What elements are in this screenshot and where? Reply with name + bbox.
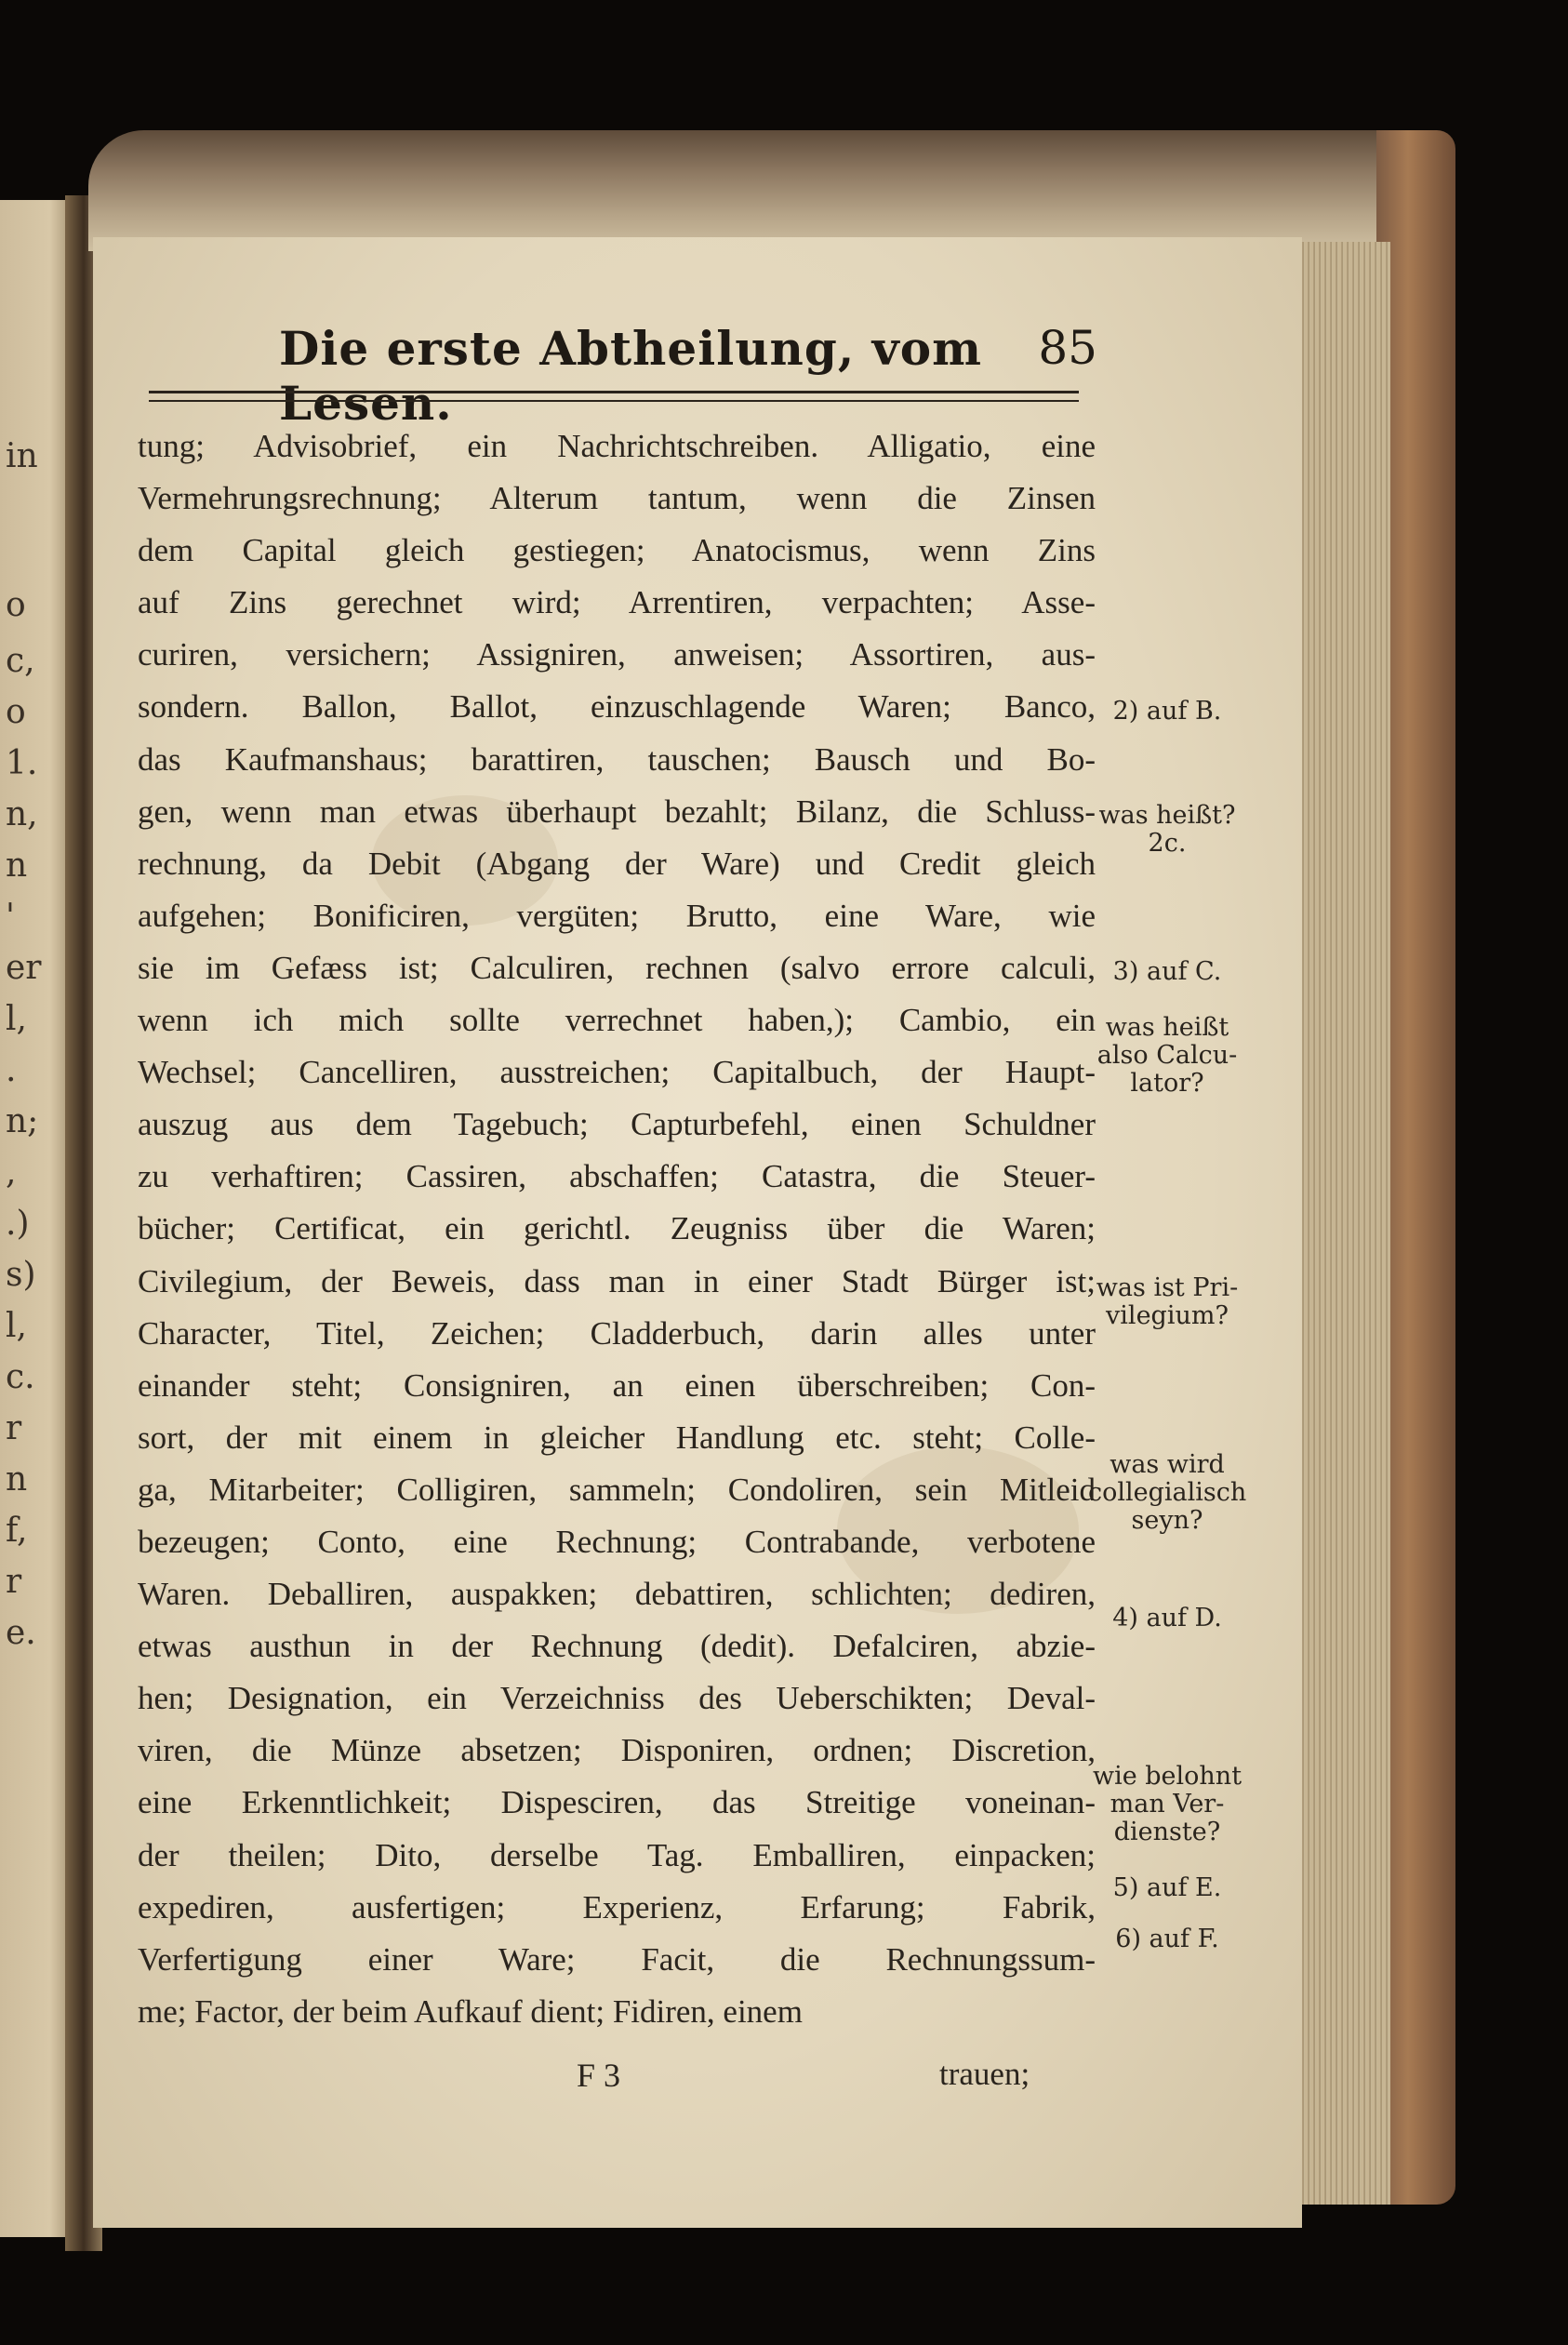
left-fragment: n, xyxy=(6,795,38,833)
left-fragment: o xyxy=(6,693,26,731)
left-fragment: e. xyxy=(6,1614,36,1652)
left-fragment: r xyxy=(6,1409,22,1447)
text-line: ga, Mitarbeiter; Colligiren, sammeln; Condoliren, sein Mitleid xyxy=(138,1471,1096,1508)
text-line: Waren. Deballiren, auspakken; debattiren, schlichten; dediren, xyxy=(138,1576,1096,1613)
text-line: auszug aus dem Tagebuch; Capturbefehl, einen Schuldner xyxy=(138,1106,1096,1143)
text-line: curiren, versichern; Assigniren, anweisen; Assortiren, aus- xyxy=(138,636,1096,673)
header-title: Die erste Abtheilung, vom Lesen. xyxy=(279,321,982,431)
text-line: etwas austhun in der Rechnung (dedit). Defalciren, abzie- xyxy=(138,1628,1096,1665)
running-header xyxy=(279,321,1097,431)
margin-note: was ist Pri-vilegium? xyxy=(1096,1273,1239,1330)
body-text xyxy=(138,420,1096,2038)
text-line: Wechsel; Cancelliren, ausstreichen; Capitalbuch, der Haupt- xyxy=(138,1054,1096,1091)
text-line: das Kaufmanshaus; barattiren, tauschen; Bausch und Bo- xyxy=(138,740,1096,778)
left-fragment: n; xyxy=(6,1102,39,1140)
text-line: sondern. Ballon, Ballot, einzuschlagende Waren; Banco, xyxy=(138,688,1096,726)
page-edges xyxy=(1288,242,1390,2205)
text-line: Verfertigung einer Ware; Facit, die Rechnungssum- xyxy=(138,1940,1096,1978)
text-line: me; Factor, der beim Aufkauf dient; Fidiren, einem xyxy=(138,1992,803,2030)
page-number: 85 xyxy=(1038,321,1097,375)
margin-note: 5) auf E. xyxy=(1112,1873,1222,1902)
text-line: auf Zins gerechnet wird; Arrentiren, verpachten; Asse- xyxy=(138,584,1096,621)
margin-note: 2) auf B. xyxy=(1112,697,1222,726)
text-line: dem Capital gleich gestiegen; Anatocismus, wenn Zins xyxy=(138,532,1096,569)
text-line: Civilegium, der Beweis, dass man in einer Stadt Bürger ist; xyxy=(138,1262,1096,1299)
left-fragment: c, xyxy=(6,642,35,680)
left-fragment: 1. xyxy=(6,744,38,782)
margin-note: wie belohnt man Ver-dienste? xyxy=(1092,1762,1242,1846)
margin-notes xyxy=(1088,0,1246,2345)
left-fragment: c. xyxy=(6,1358,35,1396)
margin-note: 4) auf D. xyxy=(1112,1604,1222,1632)
text-line: bezeugen; Conto, eine Rechnung; Contrabande, verbotene xyxy=(138,1523,1096,1560)
text-line: Character, Titel, Zeichen; Cladderbuch, darin alles unter xyxy=(138,1314,1096,1352)
text-line: einander steht; Consigniren, an einen überschreiben; Con- xyxy=(138,1366,1096,1404)
left-page-fragments xyxy=(0,279,74,2139)
left-fragment: r xyxy=(6,1563,22,1601)
text-line: sie im Gefæss ist; Calculiren, rechnen (salvo errore calculi, xyxy=(138,949,1096,986)
left-fragment: l, xyxy=(6,1307,27,1345)
catchword: trauen; xyxy=(939,2056,1030,2092)
left-fragment: n xyxy=(6,1460,28,1499)
margin-note: 3) auf C. xyxy=(1112,957,1222,986)
left-fragment: n xyxy=(6,846,28,885)
text-line: hen; Designation, ein Verzeichniss des Ueberschikten; Deval- xyxy=(138,1680,1096,1717)
left-fragment: ' xyxy=(6,898,15,936)
margin-note: 6) auf F. xyxy=(1115,1925,1219,1953)
text-line: sort, der mit einem in gleicher Handlung etc. steht; Colle- xyxy=(138,1419,1096,1456)
text-line: viren, die Münze absetzen; Disponiren, ordnen; Discretion, xyxy=(138,1732,1096,1769)
text-line: rechnung, da Debit (Abgang der Ware) und Credit gleich xyxy=(138,845,1096,882)
left-fragment: s) xyxy=(6,1256,36,1294)
text-line: tung; Advisobrief, ein Nachrichtschreiben. Alligatio, eine xyxy=(138,428,1096,464)
text-line: gen, wenn man etwas überhaupt bezahlt; Bilanz, die Schluss- xyxy=(138,793,1096,830)
signature-mark: F 3 xyxy=(577,2057,621,2094)
header-rule xyxy=(149,391,1079,402)
left-fragment: . xyxy=(6,1051,17,1089)
left-fragment: .) xyxy=(6,1205,30,1243)
left-fragment: in xyxy=(6,437,38,475)
margin-note: was heißt? 2c. xyxy=(1098,801,1236,858)
margin-note: was heißt also Calcu-lator? xyxy=(1096,1013,1238,1098)
text-line: Vermehrungsrechnung; Alterum tantum, wenn die Zinsen xyxy=(138,480,1096,517)
left-fragment: l, xyxy=(6,1000,27,1038)
left-fragment: , xyxy=(6,1153,17,1192)
text-line: bücher; Certificat, ein gerichtl. Zeugniss über die Waren; xyxy=(138,1210,1096,1247)
left-fragment: o xyxy=(6,586,26,624)
text-line: aufgehen; Bonificiren, vergüten; Brutto, eine Ware, wie xyxy=(138,897,1096,934)
text-line: expediren, ausfertigen; Experienz, Erfarung; Fabrik, xyxy=(138,1888,1096,1925)
left-fragment: f, xyxy=(6,1512,28,1550)
left-fragment: er xyxy=(6,949,42,987)
text-line: eine Erkenntlichkeit; Dispesciren, das Streitige voneinan- xyxy=(138,1784,1096,1821)
text-line: wenn ich mich sollte verrechnet haben,); Cambio, ein xyxy=(138,1002,1096,1039)
text-line: der theilen; Dito, derselbe Tag. Emballiren, einpacken; xyxy=(138,1836,1096,1873)
margin-note: was wird collegialisch seyn? xyxy=(1088,1450,1247,1535)
text-line: zu verhaftiren; Cassiren, abschaffen; Catastra, die Steuer- xyxy=(138,1158,1096,1195)
